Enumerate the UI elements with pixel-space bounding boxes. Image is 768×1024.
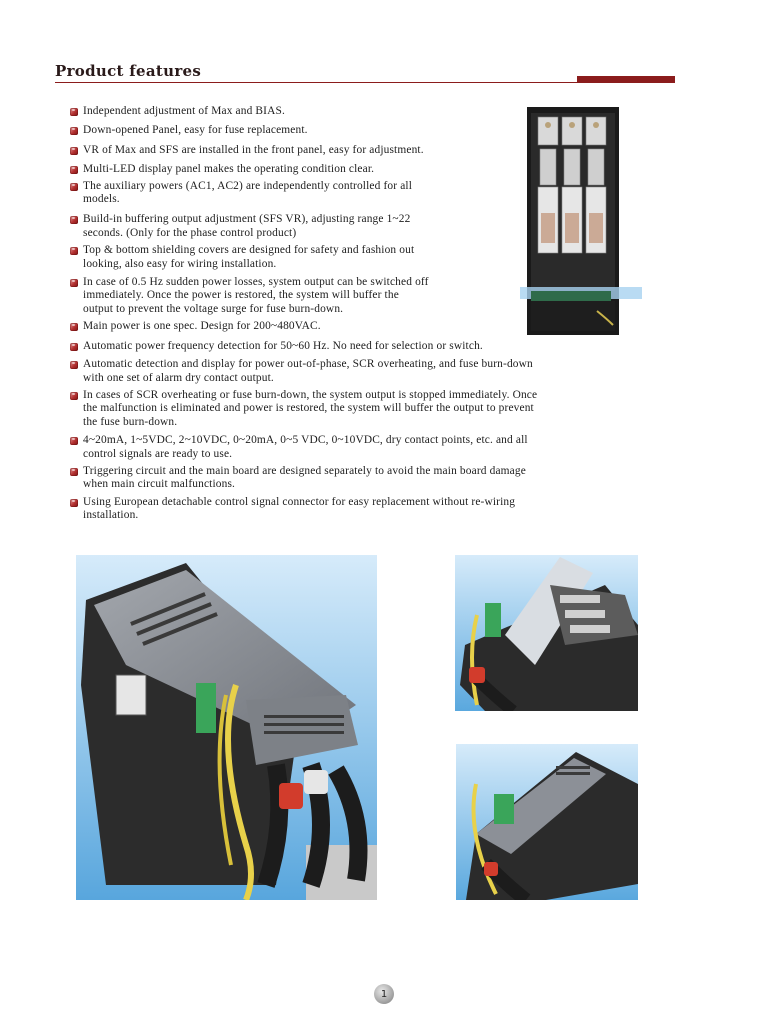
main-unit-photo <box>76 555 377 900</box>
feature-text: Independent adjustment of Max and BIAS. <box>83 105 285 117</box>
bullet-icon <box>70 499 78 507</box>
opened-cover-photo <box>455 555 638 711</box>
feature-item <box>70 434 690 461</box>
feature-text: immediately. Once the power is restored, the system will buffer the <box>83 289 399 302</box>
feature-text: VR of Max and SFS are installed in the front panel, easy for adjustment. <box>83 143 424 156</box>
feature-text: when main circuit malfunctions. <box>83 478 236 491</box>
bullet-icon <box>70 108 78 116</box>
feature-text: Main power is one spec. Design for 200~480VAC. <box>83 320 321 333</box>
closed-unit-photo <box>456 744 638 900</box>
feature-text: Top & bottom shielding covers are designed for safety and fashion out <box>83 244 415 257</box>
bullet-icon <box>70 323 78 331</box>
bullet-icon <box>70 343 78 351</box>
feature-text: Triggering circuit and the main board are designed separately to avoid the main board damage <box>83 464 526 477</box>
feature-text: In case of 0.5 Hz sudden power losses, system output can be switched off <box>83 276 429 289</box>
feature-text: Multi-LED display panel makes the operating condition clear. <box>83 163 375 176</box>
feature-text: output to prevent the voltage surge for fuse burn-down. <box>83 302 344 315</box>
feature-text: Down-opened Panel, easy for fuse replacement. <box>83 124 308 137</box>
bullet-icon <box>70 437 78 445</box>
bullet-icon <box>70 361 78 369</box>
feature-text: Automatic detection and display for power out-of-phase, SCR overheating, and fuse burn-down <box>83 358 533 371</box>
bullet-icon <box>70 127 78 135</box>
feature-text: The auxiliary powers (AC1, AC2) are independently controlled for all <box>83 179 413 192</box>
feature-item <box>70 465 690 492</box>
feature-text: Using European detachable control signal connector for easy replacement without re-wiring <box>83 495 516 508</box>
bullet-icon <box>70 468 78 476</box>
bullet-icon <box>70 392 78 400</box>
bullet-icon <box>70 216 78 224</box>
bullet-icon <box>70 166 78 174</box>
feature-text: 4~20mA, 1~5VDC, 2~10VDC, 0~20mA, 0~5 VDC, 0~10VDC, dry contact points, etc. and all <box>83 434 528 447</box>
bullet-icon <box>70 147 78 155</box>
page-number-badge <box>374 984 394 1004</box>
page-number: 1 <box>380 988 388 1000</box>
feature-item <box>70 496 690 523</box>
feature-text: looking, also easy for wiring installation. <box>83 257 277 270</box>
feature-text: Automatic power frequency detection for 50~60 Hz. No need for selection or switch. <box>83 339 483 352</box>
feature-text: models. <box>83 193 120 206</box>
feature-item <box>70 358 690 385</box>
feature-text: control signals are ready to use. <box>83 447 233 460</box>
heading-accent-bar <box>577 76 675 83</box>
feature-text: seconds. (Only for the phase control product) <box>83 226 297 239</box>
bullet-icon <box>70 247 78 255</box>
feature-text: In cases of SCR overheating or fuse burn-down, the system output is stopped immediately. Once <box>83 388 538 401</box>
feature-text: installation. <box>83 509 139 522</box>
feature-item <box>70 389 690 429</box>
feature-item <box>70 340 690 353</box>
feature-text: the fuse burn-down. <box>83 415 178 428</box>
feature-text: with one set of alarm dry contact output. <box>83 371 274 384</box>
open-unit-photo <box>517 105 643 338</box>
bullet-icon <box>70 279 78 287</box>
feature-text: Build-in buffering output adjustment (SFS VR), adjusting range 1~22 <box>83 213 411 226</box>
feature-text: the malfunction is eliminated and power is restored, the system will buffer the output to prevent <box>83 402 534 415</box>
bullet-icon <box>70 183 78 191</box>
page-heading: Product features <box>55 62 202 80</box>
